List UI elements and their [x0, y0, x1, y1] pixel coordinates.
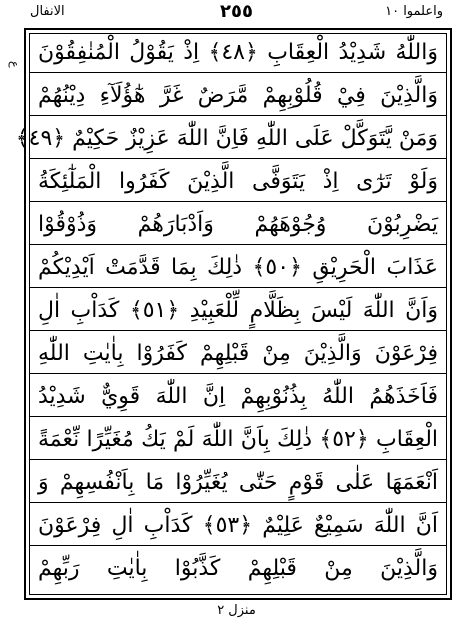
text-line-8: فِرْعَوْنَ وَالَّذِيْنَ مِنْ قَبْلِهِمْ كَفَرُوْا بِاٰيٰتِ اللّٰهِ [30, 335, 446, 374]
surah-name: الانفال [30, 4, 65, 19]
text-line-3: وَمَنْ يَّتَوَكَّلْ عَلَى اللّٰهِ فَاِنَّ اللّٰهَ عَزِيْزٌ حَكِيْمٌ ﴿٤٩﴾ [30, 120, 446, 159]
ruku-marker: ع [8, 60, 21, 68]
text-line-6: عَذَابَ الْحَرِيْقِ ﴿٥٠﴾ ذٰلِكَ بِمَا قَدَّمَتْ اَيْدِيْكُمْ [30, 249, 446, 288]
text-line-11: اَنْعَمَهَا عَلٰى قَوْمٍ حَتّٰى يُغَيِّرُوْا مَا بِاَنْفُسِهِمْ وَ [30, 464, 446, 503]
text-line-9: فَاَخَذَهُمُ اللّٰهُ بِذُنُوْبِهِمْ اِنَّ اللّٰهَ قَوِيٌّ شَدِيْدُ [30, 378, 446, 417]
page-number: ٢٥٥ [220, 1, 253, 22]
text-block [15, 33, 447, 595]
text-line-4: وَلَوْ تَرٰٓى اِذْ يَتَوَفَّى الَّذِيْنَ كَفَرُوا الْمَلٰٓئِكَةُ [30, 163, 446, 202]
text-line-10: الْعِقَابِ ﴿٥٢﴾ ذٰلِكَ بِاَنَّ اللّٰهَ لَمْ يَكُ مُغَيِّرًا نِّعْمَةً [30, 421, 446, 460]
juz-name: واعلموا ١٠ [385, 4, 443, 19]
text-line-5: يَضْرِبُوْنَ وُجُوْهَهُمْ وَاَدْبَارَهُمْ وَذُوْقُوْا [30, 206, 446, 245]
text-line-7: وَاَنَّ اللّٰهَ لَيْسَ بِظَلَّامٍ لِّلْعَبِيْدِ ﴿٥١﴾ كَدَاْبِ اٰلِ [30, 292, 446, 331]
text-line-13: وَالَّذِيْنَ مِنْ قَبْلِهِمْ كَذَّبُوْا بِاٰيٰتِ رَبِّهِمْ [38, 556, 438, 581]
manzil-footer: منزل ٢ [217, 603, 256, 618]
text-frame [15, 28, 452, 600]
text-line-2: وَالَّذِيْنَ فِيْ قُلُوْبِهِمْ مَّرَضٌ غَرَّ هٰٓؤُلَآءِ دِيْنُهُمْ [30, 77, 446, 116]
page-header [0, 0, 473, 26]
text-line-1: وَاللّٰهُ شَدِيْدُ الْعِقَابِ ﴿٤٨﴾ اِذْ يَقُوْلُ الْمُنٰفِقُوْنَ [30, 34, 446, 73]
text-line-12: اَنَّ اللّٰهَ سَمِيْعٌ عَلِيْمٌ ﴿٥٣﴾ كَدَاْبِ اٰلِ فِرْعَوْنَ [30, 507, 446, 546]
